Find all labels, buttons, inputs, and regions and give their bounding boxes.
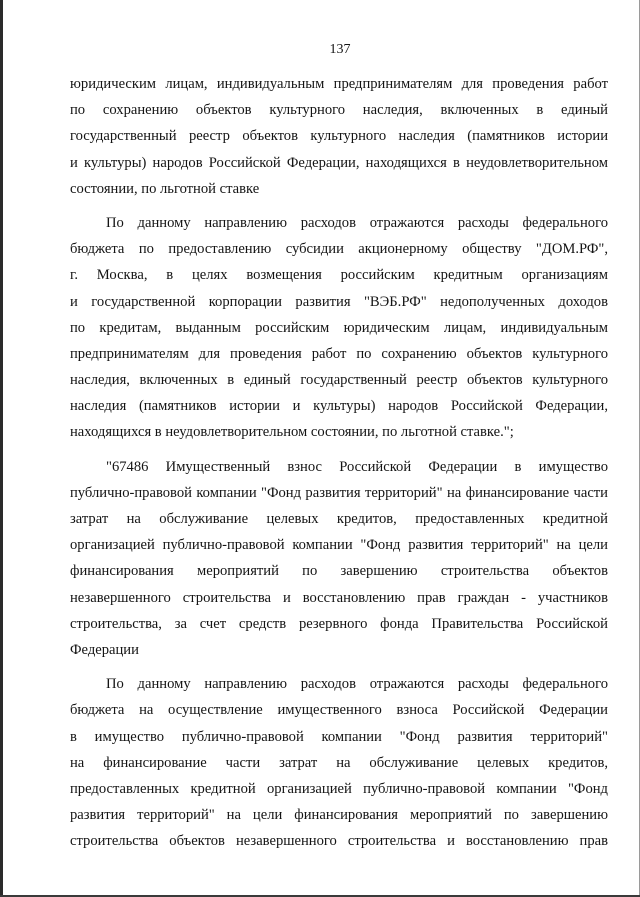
text-line: По данному направлению расходов отражаются расходы федерального	[106, 676, 608, 693]
text-line: публично-правовой компании "Фонд развития территорий" на финансирование части	[70, 484, 608, 501]
text-line: юридическим лицам, индивидуальным предпринимателям для проведения работ	[70, 76, 608, 92]
paragraph-continuation	[70, 71, 608, 202]
text-line: и культуры) народов Российской Федерации, находящихся в неудовлетворительном	[70, 154, 608, 171]
text-line: предоставленных кредитной организацией публично-правовой компании "Фонд	[70, 780, 608, 797]
document-body	[70, 71, 608, 854]
text-line: организацией публично-правовой компании "Фонд развития территорий" на цели	[70, 537, 608, 554]
text-line: "67486 Имущественный взнос Российской Федерации в имущество	[106, 458, 608, 475]
text-line: по сохранению объектов культурного наследия, включенных в единый	[70, 102, 608, 119]
text-line: развития территорий" на цели финансирования мероприятий по завершению	[70, 807, 608, 824]
text-line: затрат на обслуживание целевых кредитов, предоставленных кредитной	[70, 511, 608, 527]
text-line: по кредитам, выданным российским юридическим лицам, индивидуальным	[70, 319, 608, 336]
text-line: строительства, за счет средств резервного фонда Правительства Российской	[70, 615, 608, 632]
paragraph-gap	[70, 202, 608, 210]
text-line: Федерации	[70, 641, 139, 658]
text-line: находящихся в неудовлетворительном состоянии, по льготной ставке.";	[70, 424, 514, 441]
paragraph-gap	[70, 663, 608, 671]
text-line: бюджета на осуществление имущественного взноса Российской Федерации	[70, 702, 608, 719]
text-line: бюджета по предоставлению субсидии акционерному обществу "ДОМ.РФ",	[70, 241, 608, 258]
text-line: государственный реестр объектов культурного наследия (памятников истории	[70, 128, 608, 145]
text-line: состоянии, по льготной ставке	[70, 180, 260, 197]
text-line: строительства объектов незавершенного строительства и восстановлению прав	[70, 833, 608, 850]
text-line: г. Москва, в целях возмещения российским кредитным организациям	[70, 267, 608, 284]
text-line: незавершенного строительства и восстановлению прав граждан - участников	[70, 589, 608, 606]
text-line: и государственной корпорации развития "ВЭБ.РФ" недополученных доходов	[70, 293, 608, 310]
scan-edge-left	[0, 0, 3, 897]
text-line: финансирования мероприятий по завершению строительства объектов	[70, 563, 608, 580]
paragraph-fund-contribution	[70, 671, 608, 854]
paragraph-dom-rf-subsidy	[70, 210, 608, 446]
text-line: в имущество публично-правовой компании "Фонд развития территорий"	[70, 728, 608, 745]
paragraph-gap	[70, 446, 608, 454]
text-line: По данному направлению расходов отражаются расходы федерального	[106, 214, 608, 231]
text-line: наследия, включенных в единый государственный реестр объектов культурного	[70, 372, 608, 389]
text-line: наследия (памятников истории и культуры) народов Российской Федерации,	[70, 398, 608, 415]
paragraph-code-67486	[70, 454, 608, 664]
text-line: на финансирование части затрат на обслуживание целевых кредитов,	[70, 754, 608, 771]
text-line: предпринимателям для проведения работ по сохранению объектов культурного	[70, 345, 608, 362]
page-number: 137	[329, 42, 351, 57]
